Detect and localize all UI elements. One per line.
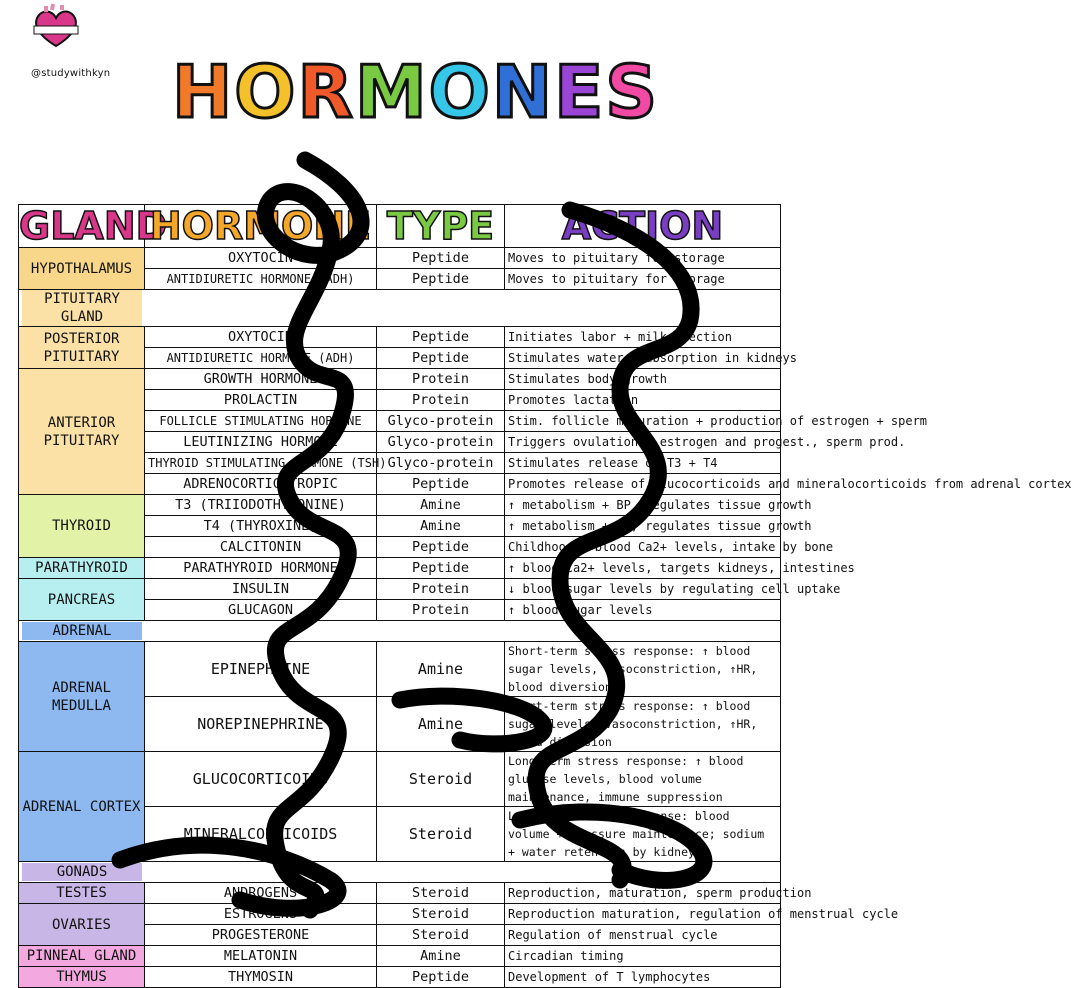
gland-cell: ADRENAL MEDULLA [19, 642, 145, 752]
type-cell: Protein [377, 390, 505, 411]
action-cell: Long-term stress response: blood volume + pressure maintenance; sodium + water retention by kidneys [505, 807, 781, 862]
type-cell: Peptide [377, 327, 505, 348]
header-hormone: HORMONE [145, 205, 377, 248]
table-row [19, 752, 781, 807]
type-cell: Glyco-protein [377, 432, 505, 453]
type-cell: Peptide [377, 967, 505, 988]
action-cell: ↑ metabolism + BP, regulates tissue growth [505, 516, 781, 537]
hormone-cell: NOREPINEPHRINE [145, 697, 377, 752]
action-cell: Short-term stress response: ↑ blood sugar levels, vasoconstriction, ↑HR, blood diversion [505, 642, 781, 697]
type-cell: Protein [377, 369, 505, 390]
action-cell: Stim. follicle maturation + production of estrogen + sperm [505, 411, 781, 432]
header-type: TYPE [377, 205, 505, 248]
author-handle: @studywithkyn [31, 68, 111, 79]
hormone-cell: THYROID STIMULATING HORMONE (TSH) [145, 453, 377, 474]
table-row [19, 642, 781, 697]
hormone-cell: PROLACTIN [145, 390, 377, 411]
type-cell: Steroid [377, 883, 505, 904]
action-cell: Initiates labor + milk ejection [505, 327, 781, 348]
table-row [19, 369, 781, 390]
action-cell: Promotes lactation [505, 390, 781, 411]
hormone-cell: T4 (THYROXINE) [145, 516, 377, 537]
gland-cell: ADRENAL CORTEX [19, 752, 145, 862]
hormone-cell: ANTIDIURETIC HORMONE (ADH) [145, 348, 377, 369]
title-letter: N [491, 50, 555, 134]
hormone-cell: INSULIN [145, 579, 377, 600]
hormone-cell: ADRENOCORTICOTROPIC [145, 474, 377, 495]
gland-cell: POSTERIOR PITUITARY [19, 327, 145, 369]
type-cell: Amine [377, 642, 505, 697]
action-cell: Reproduction, maturation, sperm production [505, 883, 781, 904]
type-cell: Protein [377, 600, 505, 621]
hormone-cell: PROGESTERONE [145, 925, 377, 946]
gland-cell [19, 862, 781, 883]
type-cell: Peptide [377, 248, 505, 269]
gland-cell [19, 621, 781, 642]
table-row [19, 558, 781, 579]
gland-cell: PARATHYROID [19, 558, 145, 579]
gland-name: GONADS [22, 863, 142, 881]
action-cell: Regulation of menstrual cycle [505, 925, 781, 946]
type-cell: Amine [377, 516, 505, 537]
action-cell: Promotes release of glucocorticoids and mineralocorticoids from adrenal cortex [505, 474, 781, 495]
title-letter: R [297, 50, 355, 134]
heart-logo [28, 4, 84, 50]
gland-cell: PANCREAS [19, 579, 145, 621]
table-row [19, 327, 781, 348]
type-cell: Glyco-protein [377, 453, 505, 474]
type-cell: Peptide [377, 348, 505, 369]
hormone-cell: THYMOSIN [145, 967, 377, 988]
table-row [19, 495, 781, 516]
action-cell: Reproduction maturation, regulation of menstrual cycle [505, 904, 781, 925]
type-cell: Protein [377, 579, 505, 600]
table-row [19, 248, 781, 269]
action-cell: Moves to pituitary for storage [505, 269, 781, 290]
type-cell: Steroid [377, 904, 505, 925]
action-cell: Stimulates release of T3 + T4 [505, 453, 781, 474]
table-row [19, 883, 781, 904]
action-cell: Development of T lymphocytes [505, 967, 781, 988]
hormone-cell: ANDROGENS [145, 883, 377, 904]
action-cell: Childhood ↓ blood Ca2+ levels, intake by bone [505, 537, 781, 558]
gland-cell: PINNEAL GLAND [19, 946, 145, 967]
title-letter: H [172, 50, 235, 134]
action-cell: Stimulates body growth [505, 369, 781, 390]
gland-cell: ANTERIOR PITUITARY [19, 369, 145, 495]
hormone-cell: LEUTINIZING HORMONE [145, 432, 377, 453]
title-letter: O [234, 50, 298, 134]
title-letter: E [554, 50, 606, 134]
action-cell: Moves to pituitary for storage [505, 248, 781, 269]
type-cell: Peptide [377, 558, 505, 579]
gland-cell: THYROID [19, 495, 145, 558]
action-cell: Stimulates water reabsorption in kidneys [505, 348, 781, 369]
hormone-cell: CALCITONIN [145, 537, 377, 558]
gland-name: PITUITARY GLAND [22, 290, 142, 326]
type-cell: Glyco-protein [377, 411, 505, 432]
hormone-cell: MINERALCORTICOIDS [145, 807, 377, 862]
hormone-cell: EPINEPHRINE [145, 642, 377, 697]
type-cell: Steroid [377, 925, 505, 946]
title-letter: M [354, 50, 429, 134]
hormone-cell: MELATONIN [145, 946, 377, 967]
table-row [19, 621, 781, 642]
gland-name: ADRENAL [22, 622, 142, 640]
type-cell: Steroid [377, 807, 505, 862]
header-gland: GLAND [19, 203, 168, 248]
type-cell: Amine [377, 946, 505, 967]
gland-cell: HYPOTHALAMUS [19, 248, 145, 290]
type-cell: Amine [377, 697, 505, 752]
action-cell: Circadian timing [505, 946, 781, 967]
table-row [19, 579, 781, 600]
hormone-cell: T3 (TRIIODOTHYRONINE) [145, 495, 377, 516]
table-row [19, 904, 781, 925]
action-cell: Triggers ovulation + estrogen and progest., sperm prod. [505, 432, 781, 453]
hormone-cell: GROWTH HORMONE [145, 369, 377, 390]
type-cell: Peptide [377, 537, 505, 558]
title-letter: S [605, 50, 660, 134]
table-row [19, 862, 781, 883]
hormone-cell: GLUCAGON [145, 600, 377, 621]
action-cell: ↑ metabolism + BP, regulates tissue growth [505, 495, 781, 516]
type-cell: Amine [377, 495, 505, 516]
page-title [172, 50, 660, 134]
type-cell: Peptide [377, 269, 505, 290]
hormones-table [18, 203, 1072, 988]
table-row [19, 967, 781, 988]
table-row [19, 290, 781, 327]
action-cell: ↑ blood sugar levels [505, 600, 781, 621]
action-cell: ↑ blood Ca2+ levels, targets kidneys, intestines [505, 558, 781, 579]
hormone-cell: OXYTOCIN [145, 248, 377, 269]
header-action: ACTION [505, 205, 781, 248]
hormone-cell: OXYTOCIN [145, 327, 377, 348]
hormone-cell: FOLLICLE STIMULATING HORMONE [145, 411, 377, 432]
title-letter: O [428, 50, 492, 134]
gland-cell: TESTES [19, 883, 145, 904]
action-cell: ↓ blood sugar levels by regulating cell uptake [505, 579, 781, 600]
type-cell: Steroid [377, 752, 505, 807]
type-cell: Peptide [377, 474, 505, 495]
hormone-cell: ESTROGENS [145, 904, 377, 925]
hormone-cell: PARATHYROID HORMONE [145, 558, 377, 579]
gland-cell: THYMUS [19, 967, 145, 988]
table-row [19, 946, 781, 967]
hormone-cell: ANTIDIURETIC HORMONE (ADH) [145, 269, 377, 290]
action-cell: Short-term stress response: ↑ blood sugar levels, vasoconstriction, ↑HR, blood diversion [505, 697, 781, 752]
action-cell: Long-term stress response: ↑ blood glucose levels, blood volume maintenance, immune suppression [505, 752, 781, 807]
gland-cell [19, 290, 781, 327]
gland-cell: OVARIES [19, 904, 145, 946]
hormone-cell: GLUCOCORTICOIDS [145, 752, 377, 807]
